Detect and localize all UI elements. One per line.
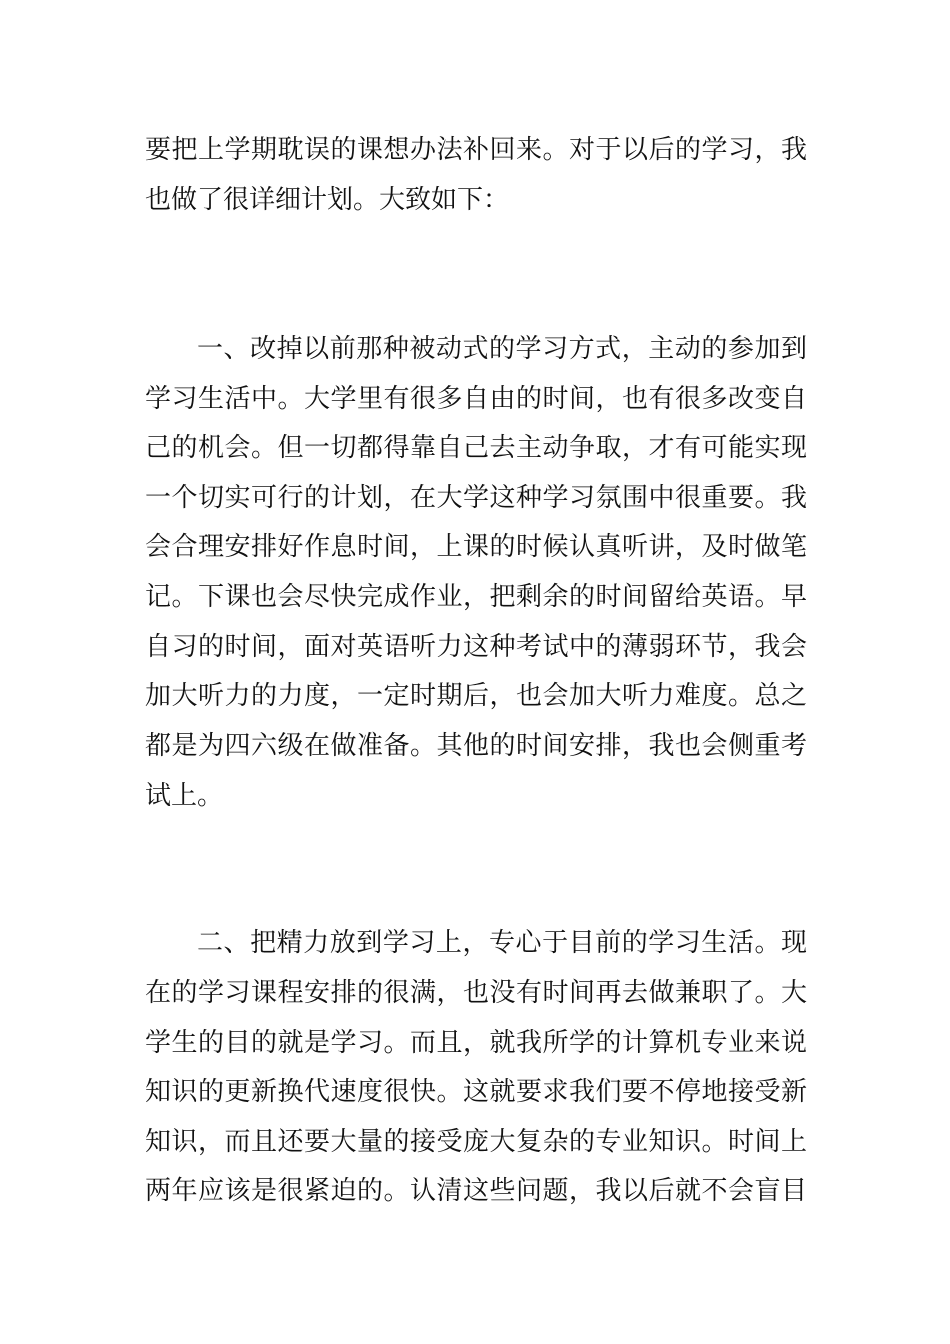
text-line: 试上。 — [145, 781, 224, 811]
text-line: 一个切实可行的计划，在大学这种学习氛围中很重要。我 — [145, 483, 807, 513]
text-line: 知识的更新换代速度很快。这就要求我们要不停地接受新 — [145, 1077, 807, 1107]
text-line: 会合理安排好作息时间，上课的时候认真听讲，及时做笔 — [145, 532, 807, 562]
text-line: 知识，而且还要大量的接受庞大复杂的专业知识。时间上 — [145, 1127, 807, 1157]
text-line: 记。下课也会尽快完成作业，把剩余的时间留给英语。早 — [145, 582, 807, 612]
text-line: 己的机会。但一切都得靠自己去主动争取，才有可能实现 — [145, 433, 807, 463]
text-line: 学生的目的就是学习。而且，就我所学的计算机专业来说 — [145, 1028, 807, 1058]
text-line: 要把上学期耽误的课想办法补回来。对于以后的学习，我 — [145, 135, 807, 165]
paragraph-first-line: 一、改掉以前那种被动式的学习方式，主动的参加到 — [197, 334, 807, 364]
text-line: 两年应该是很紧迫的。认清这些问题，我以后就不会盲目 — [145, 1176, 807, 1206]
text-line: 也做了很详细计划。大致如下： — [145, 185, 510, 215]
paragraph-first-line: 二、把精力放到学习上，专心于目前的学习生活。现 — [197, 928, 807, 958]
text-line: 加大听力的力度，一定时期后，也会加大听力难度。总之 — [145, 681, 807, 711]
text-line: 在的学习课程安排的很满，也没有时间再去做兼职了。大 — [145, 978, 807, 1008]
text-line: 学习生活中。大学里有很多自由的时间，也有很多改变自 — [145, 384, 807, 414]
text-line: 自习的时间，面对英语听力这种考试中的薄弱环节，我会 — [145, 632, 807, 662]
text-line: 都是为四六级在做准备。其他的时间安排，我也会侧重考 — [145, 731, 807, 761]
